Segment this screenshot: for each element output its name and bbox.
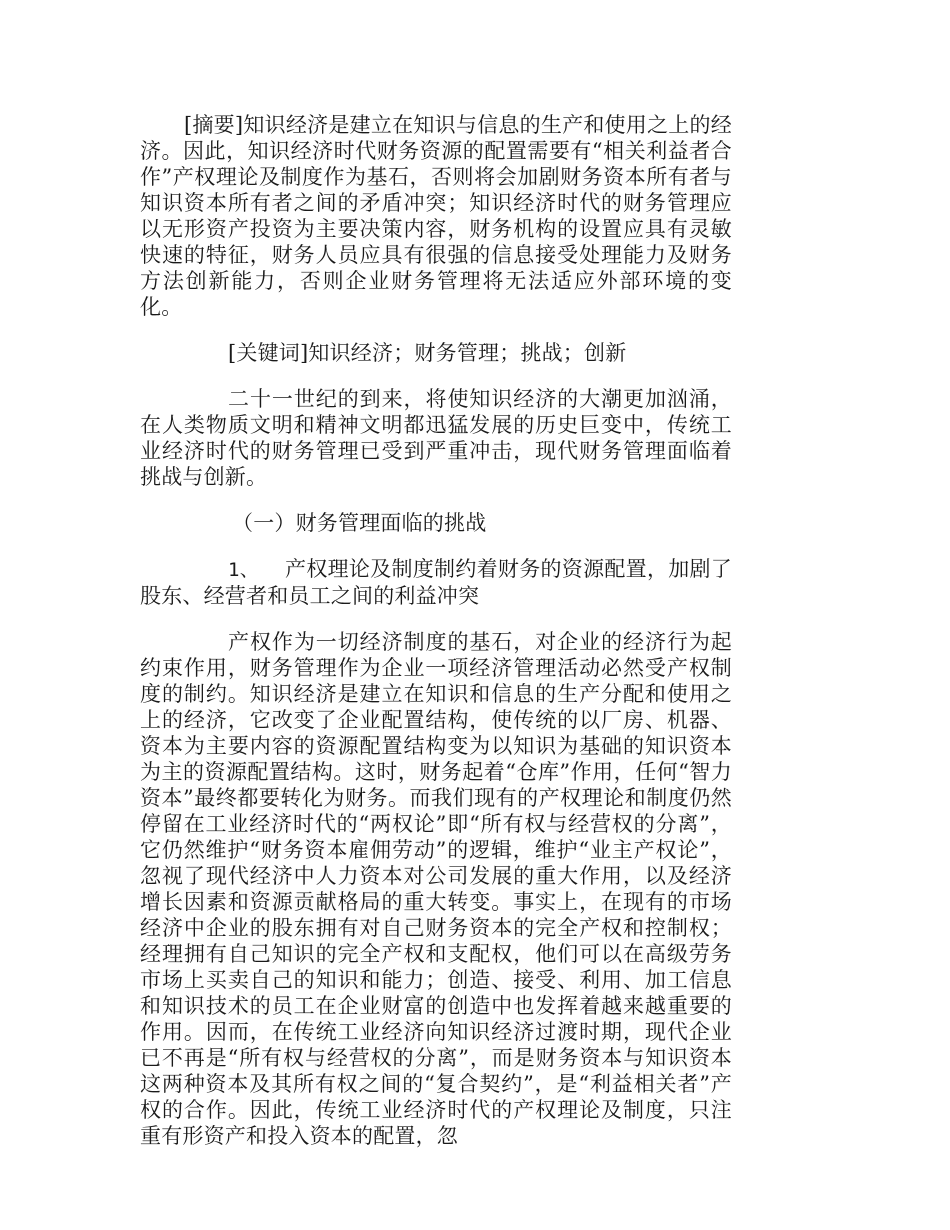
subsection-number: 1、 [228,559,260,581]
keywords-text: 知识经济；财务管理；挑战；创新 [308,341,627,365]
document-page [140,112,732,1149]
intro-paragraph: 二十一世纪的到来，将使知识经济的大潮更加汹涌，在人类物质文明和精神文明都迅猛发展的历史巨变中，传统工业经济时代的财务管理已受到严重冲击，现代财务管理面临着挑战与创新。 [140,387,732,489]
section-heading: （一）财务管理面临的挑战 [232,511,487,535]
subsection-heading [140,556,732,609]
keywords-paragraph [140,340,732,366]
abstract-text: 知识经济是建立在知识与信息的生产和使用之上的经济。因此，知识经济时代财务资源的配置需要有“相关利益者合作”产权理论及制度作为基石，否则将会加剧财务资本所有者与知识资本所有者之间的矛盾冲突；知识经济时代的财务管理应以无形资产投资为主要决策内容，财务机构的设置应具有灵敏快速的特征，财务人员应具有很强的信息接受处理能力及财务方法创新能力，否则企业财务管理将无法适应外部环境的变化。 [140,113,732,319]
abstract-paragraph [140,112,732,320]
subsection-title: 产权理论及制度制约着财务的资源配置，加剧了股东、经营者和员工之间的利益冲突 [140,557,733,608]
body-paragraph: 产权作为一切经济制度的基石，对企业的经济行为起约束作用，财务管理作为企业一项经济管理活动必然受产权制度的制约。知识经济是建立在知识和信息的生产分配和使用之上的经济，它改变了企业配置结构，使传统的以厂房、机器、资本为主要内容的资源配置结构变为以知识为基础的知识资本为主的资源配置结构。这时，财务起着“仓库”作用，任何“智力资本”最终都要转化为财务。而我们现有的产权理论和制度仍然停留在工业经济时代的“两权论”即“所有权与经营权的分离”，它仍然维护“财务资本雇佣劳动”的逻辑，维护“业主产权论”，忽视了现代经济中人力资本对公司发展的重大作用，以及经济增长因素和资源贡献格局的重大转变。事实上，在现有的市场经济中企业的股东拥有对自己财务资本的完全产权和控制权；经理拥有自己知识的完全产权和支配权，他们可以在高级劳务市场上买卖自己的知识和能力；创造、接受、利用、加工信息和知识技术的员工在企业财富的创造中也发挥着越来越重要的作用。因而，在传统工业经济向知识经济过渡时期，现代企业已不再是“所有权与经营权的分离”，而是财务资本与知识资本这两种资本及其所有权之间的“复合契约”，是“利益相关者”产权的合作。因此，传统工业经济时代的产权理论及制度，只注重有形资产和投入资本的配置，忽 [140,630,732,1148]
abstract-label: [摘要] [184,113,244,137]
keywords-label: [关键词] [228,341,309,365]
